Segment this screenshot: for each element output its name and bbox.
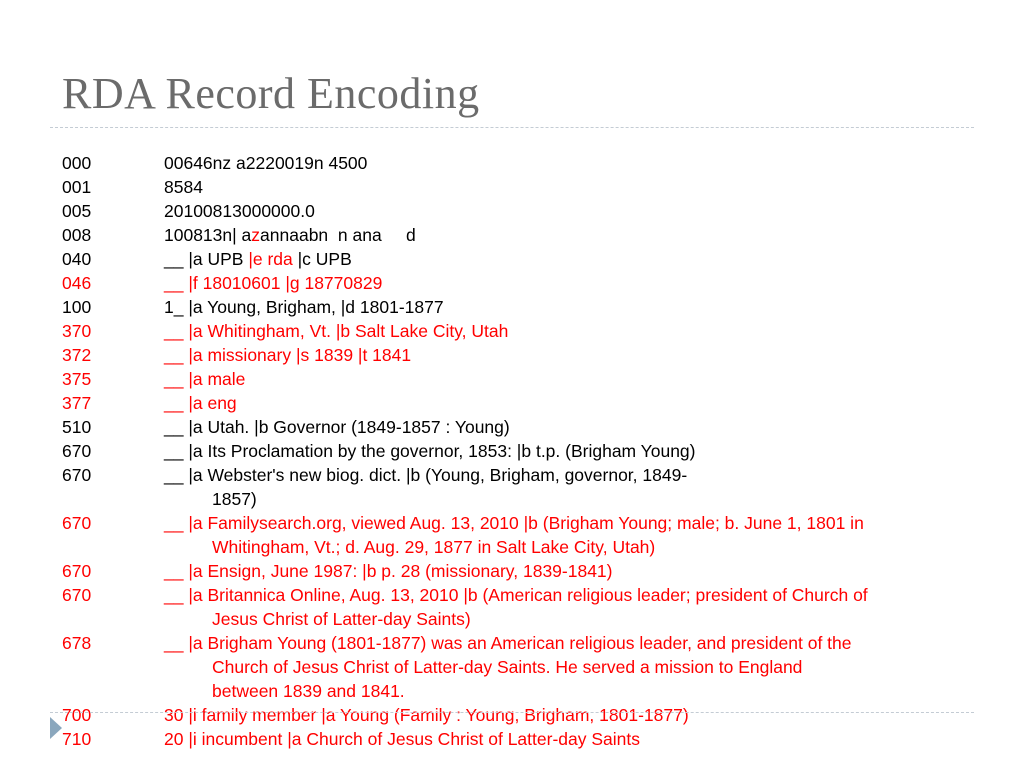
field-tag: 700 [62,705,92,725]
field-tag: 510 [62,417,92,437]
field-tag: 040 [62,249,92,269]
record-field-670 [62,559,982,583]
field-tag: 670 [62,561,92,581]
field-tag: 670 [62,441,92,461]
field-tag: 670 [62,585,92,605]
field-value: __ |a Brigham Young (1801-1877) was an American religious leader, and president of the [164,633,852,653]
field-tag: 046 [62,273,92,293]
field-value: __ |a Webster's new biog. dict. |b (Young, Brigham, governor, 1849- [164,465,688,485]
record-field-040 [62,247,982,271]
record-field-670 [62,439,982,463]
field-value: __ |a Familysearch.org, viewed Aug. 13, 2010 |b (Brigham Young; male; b. June 1, 1801 in [164,513,864,533]
record-field-046 [62,271,982,295]
field-value-highlight: z [251,225,261,245]
field-value: 20 |i incumbent |a Church of Jesus Christ of Latter-day Saints [164,729,640,749]
field-tag: 100 [62,297,92,317]
slide-bullet-arrow-icon [50,717,62,739]
field-value: __ |a Ensign, June 1987: |b p. 28 (missionary, 1839-1841) [164,561,613,581]
field-value-part: 100813n| a [164,225,252,245]
field-value-continuation: Church of Jesus Christ of Latter-day Saints. He served a mission to England [212,657,803,677]
field-value: 8584 [164,177,203,197]
marc-record [62,151,982,751]
field-value-continuation: Whitingham, Vt.; d. Aug. 29, 1877 in Salt Lake City, Utah) [212,537,656,557]
title-divider [50,127,974,128]
field-value: __ |f 18010601 |g 18770829 [164,273,383,293]
record-field-670 [62,511,982,535]
field-value-continuation: 1857) [212,489,257,509]
record-field-670 [62,463,982,487]
record-field-100 [62,295,982,319]
field-tag: 375 [62,369,92,389]
field-value-part: annaabn n ana d [260,225,416,245]
field-value: __ |a male [164,369,246,389]
field-value-highlight: |e rda [248,249,293,269]
record-field-000 [62,151,982,175]
field-value: 30 |i family member |a Young (Family : Young, Brigham, 1801-1877) [164,705,689,725]
record-field-377 [62,391,982,415]
field-value: __ |a eng [164,393,237,413]
record-field-001 [62,175,982,199]
field-value: 20100813000000.0 [164,201,315,221]
field-value: __ |a Its Proclamation by the governor, 1853: |b t.p. (Brigham Young) [164,441,696,461]
field-tag: 005 [62,201,92,221]
field-tag: 008 [62,225,92,245]
field-value-continuation: Jesus Christ of Latter-day Saints) [212,609,471,629]
record-field-700 [62,703,982,727]
record-field-008 [62,223,982,247]
record-field-510 [62,415,982,439]
record-field-370 [62,319,982,343]
field-tag: 670 [62,465,92,485]
field-value-part: |c UPB [292,249,352,269]
field-tag: 370 [62,321,92,341]
field-value-continuation: between 1839 and 1841. [212,681,405,701]
field-tag: 000 [62,153,92,173]
field-tag: 372 [62,345,92,365]
field-value: __ |a Britannica Online, Aug. 13, 2010 |b (American religious leader; president of Church of [164,585,868,605]
field-tag: 001 [62,177,92,197]
field-tag: 670 [62,513,92,533]
field-value [164,247,352,271]
record-field-005 [62,199,982,223]
field-value: __ |a Utah. |b Governor (1849-1857 : Young) [164,417,510,437]
field-value: 00646nz a2220019n 4500 [164,153,368,173]
field-value: __ |a Whitingham, Vt. |b Salt Lake City, Utah [164,321,509,341]
record-field-375 [62,367,982,391]
record-field-710 [62,727,982,751]
record-field-678 [62,631,982,655]
field-tag: 710 [62,729,92,749]
field-tag: 678 [62,633,92,653]
field-value [164,223,416,247]
field-value: __ |a missionary |s 1839 |t 1841 [164,345,412,365]
field-tag: 377 [62,393,92,413]
slide-title: RDA Record Encoding [62,69,480,118]
field-value-part: __ |a UPB [164,249,249,269]
field-value: 1_ |a Young, Brigham, |d 1801-1877 [164,297,444,317]
footer-divider [50,712,974,713]
record-field-372 [62,343,982,367]
record-field-670 [62,583,982,607]
